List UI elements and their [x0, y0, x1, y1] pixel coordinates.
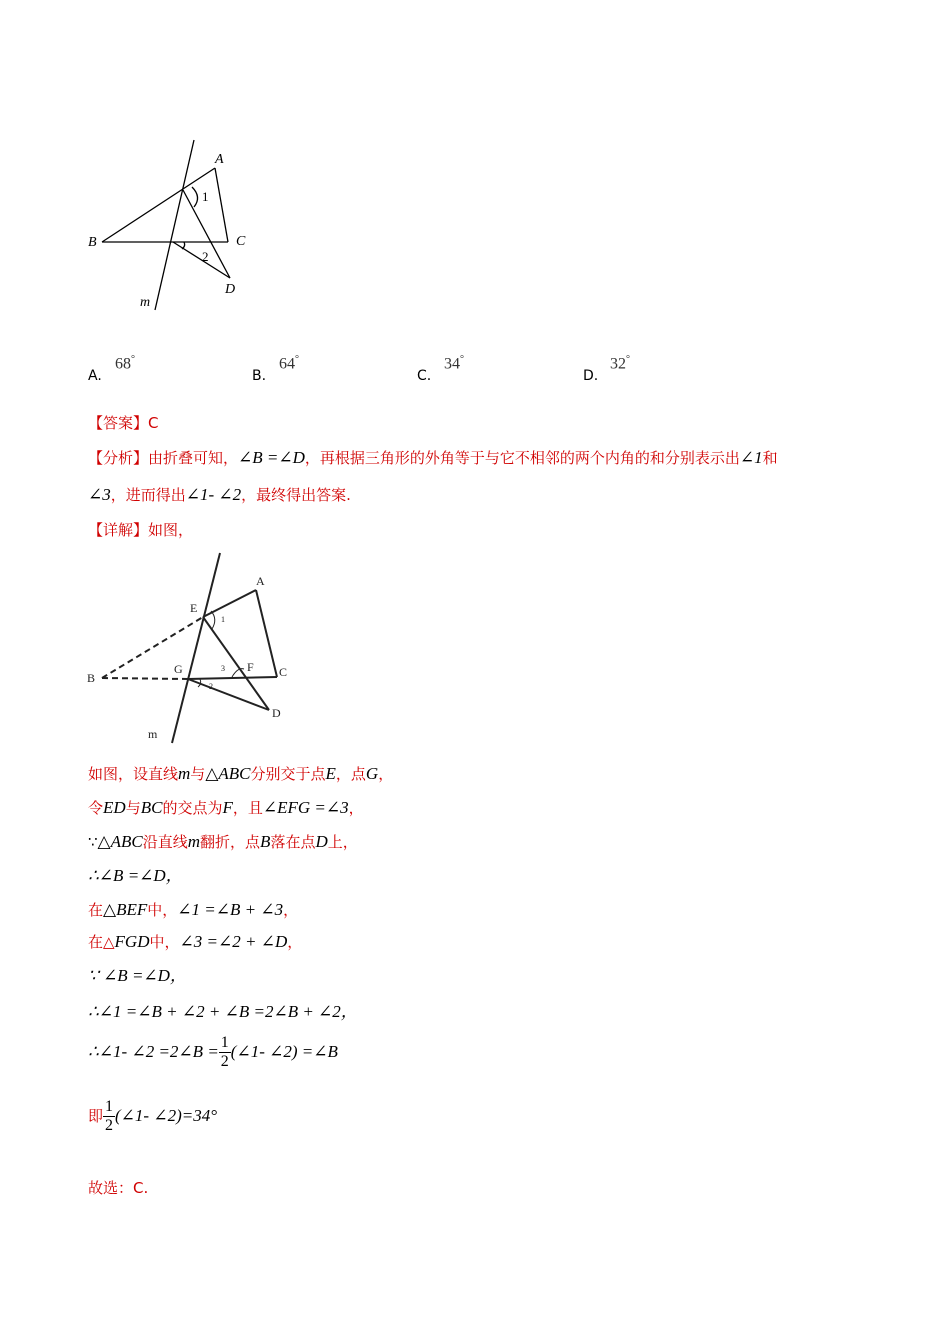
label-m: m: [148, 727, 158, 741]
final-value: C.: [133, 1179, 149, 1197]
option-b-value: 64: [279, 355, 295, 373]
detail-tag: 【详解】: [88, 521, 149, 539]
step-text: ，: [378, 765, 394, 783]
analysis-text: ，再根据三角形的外角等于与它不相邻的两个内角的和分别表示出: [304, 449, 740, 467]
option-d-value: 32: [610, 355, 626, 373]
step-text: ，点: [335, 765, 366, 783]
step-5: [88, 898, 298, 922]
angle-2-arc: [182, 242, 185, 249]
angle-1-arc: [192, 187, 198, 207]
analysis-line-2: [88, 483, 351, 507]
analysis-math: ∠1: [739, 448, 763, 467]
dashed-be: [102, 617, 203, 678]
degree-mark: °: [626, 354, 630, 365]
option-c-value: 34: [444, 355, 460, 373]
step-text: 令: [88, 799, 104, 817]
step-text: ，: [287, 933, 303, 951]
step-1: [88, 762, 393, 786]
segment-gc: [188, 677, 277, 679]
option-d-letter: D.: [583, 368, 599, 384]
label-angle-1: 1: [202, 189, 209, 204]
step-text: 在△: [88, 933, 115, 951]
label-angle-2: 2: [202, 249, 209, 264]
step-text: ，: [283, 901, 299, 919]
analysis-text: ，进而得出: [110, 486, 186, 504]
because-symbol: ∵: [88, 833, 98, 851]
step-math: (∠1- ∠2)=34°: [115, 1106, 218, 1125]
label-angle-1: 1: [221, 615, 225, 624]
step-text: ，且: [232, 799, 263, 817]
final-answer: [88, 1176, 148, 1200]
step-3: [88, 830, 358, 854]
label-d: D: [272, 706, 281, 720]
step-text: 中，: [149, 933, 180, 951]
step-text: 如图，设直线: [88, 765, 179, 783]
segment-ba: [102, 168, 215, 242]
analysis-line-1: [88, 446, 778, 470]
segment-ac: [215, 168, 228, 242]
analysis-tag: 【分析】: [88, 449, 149, 467]
label-d: D: [225, 282, 236, 297]
label-b: B: [87, 671, 96, 685]
step-text: 沿直线: [142, 833, 188, 851]
step-math: BC: [140, 798, 163, 817]
step-9: [88, 1032, 338, 1072]
step-text: 与: [125, 799, 141, 817]
fraction-numerator: 1: [105, 1098, 114, 1115]
label-c: C: [236, 234, 246, 249]
step-math: ∴∠1 =∠B + ∠2 + ∠B =2∠B + ∠2，: [88, 1002, 358, 1021]
step-text: 与: [190, 765, 206, 783]
step-math: G: [365, 764, 379, 783]
label-a: A: [215, 152, 224, 167]
step-text: 上，: [327, 833, 358, 851]
step-math: ED: [103, 798, 126, 817]
dashed-bg: [102, 678, 188, 679]
analysis-text: 由折叠可知，: [148, 449, 239, 467]
step-math: ∵ ∠B =∠D，: [88, 966, 187, 985]
segment-ea: [203, 590, 256, 617]
analysis-text: 和: [762, 449, 778, 467]
fraction-numerator: 1: [220, 1034, 229, 1051]
step-math: m: [178, 764, 191, 783]
step-text: 分别交于点: [250, 765, 326, 783]
step-text: 落在点: [270, 833, 316, 851]
step-text: 中，: [147, 901, 178, 919]
answer-line: [88, 411, 159, 435]
analysis-math: ∠1- ∠2: [185, 485, 242, 504]
detail-line: [88, 518, 193, 542]
step-math: F: [222, 798, 233, 817]
label-angle-3: 3: [221, 664, 225, 673]
line-m: [155, 140, 194, 310]
option-a-letter: A.: [88, 368, 102, 384]
step-math: △BEF: [103, 900, 148, 919]
figure-2-diagram: [80, 545, 310, 750]
step-4: [88, 864, 183, 888]
fraction-half: [219, 1034, 231, 1071]
step-text: 即: [88, 1107, 104, 1125]
segment-ac: [256, 590, 277, 677]
label-g: G: [174, 662, 183, 676]
fraction-denominator: 2: [220, 1053, 229, 1070]
degree-mark: °: [460, 354, 464, 365]
step-math: △ABC: [205, 764, 251, 783]
step-7: [88, 964, 187, 988]
step-math: (∠1- ∠2) =∠B: [230, 1042, 338, 1061]
label-c: C: [279, 665, 288, 679]
step-8: [88, 1000, 358, 1024]
option-b-letter: B.: [252, 368, 267, 384]
step-math: D: [315, 832, 328, 851]
analysis-math: ∠3: [88, 485, 111, 504]
step-math: ∴∠1- ∠2 =2∠B =: [88, 1042, 219, 1061]
analysis-math: ∠B =∠D: [238, 448, 305, 467]
step-math: △ABC: [97, 832, 143, 851]
step-6: [88, 930, 302, 954]
answer-value: C: [148, 414, 159, 432]
label-e: E: [190, 601, 198, 615]
label-m: m: [140, 295, 151, 310]
step-text: 的交点为: [162, 799, 223, 817]
step-math: ∠1 =∠B + ∠3: [177, 900, 284, 919]
option-a-value: 68: [115, 355, 131, 373]
degree-mark: °: [131, 354, 135, 365]
step-math: B: [260, 832, 271, 851]
label-f: F: [247, 660, 254, 674]
analysis-text: ，最终得出答案.: [241, 486, 351, 504]
label-b: B: [88, 235, 97, 250]
answer-tag: 【答案】: [88, 414, 149, 432]
segment-ed: [203, 617, 269, 710]
figure-1-diagram: [80, 135, 260, 315]
step-text: 在: [88, 901, 104, 919]
fraction-half: [103, 1098, 115, 1135]
label-a: A: [256, 574, 265, 588]
option-c-letter: C.: [417, 368, 432, 384]
step-text: ，: [348, 799, 364, 817]
fraction-denominator: 2: [105, 1117, 114, 1134]
step-math: ∠EFG =∠3: [262, 798, 349, 817]
step-math: ∴∠B =∠D，: [88, 866, 183, 885]
line-m: [172, 553, 220, 743]
step-math: ∠3 =∠2 + ∠D: [179, 932, 288, 951]
step-math: FGD: [114, 932, 150, 951]
step-10: [88, 1096, 217, 1136]
step-2: [88, 796, 364, 820]
step-text: 翻折，点: [200, 833, 261, 851]
step-math: m: [187, 832, 201, 851]
step-math: E: [325, 764, 336, 783]
degree-mark: °: [295, 354, 299, 365]
final-text: 故选：: [88, 1179, 134, 1197]
detail-text: 如图，: [148, 521, 194, 539]
label-angle-2: 2: [209, 682, 213, 691]
